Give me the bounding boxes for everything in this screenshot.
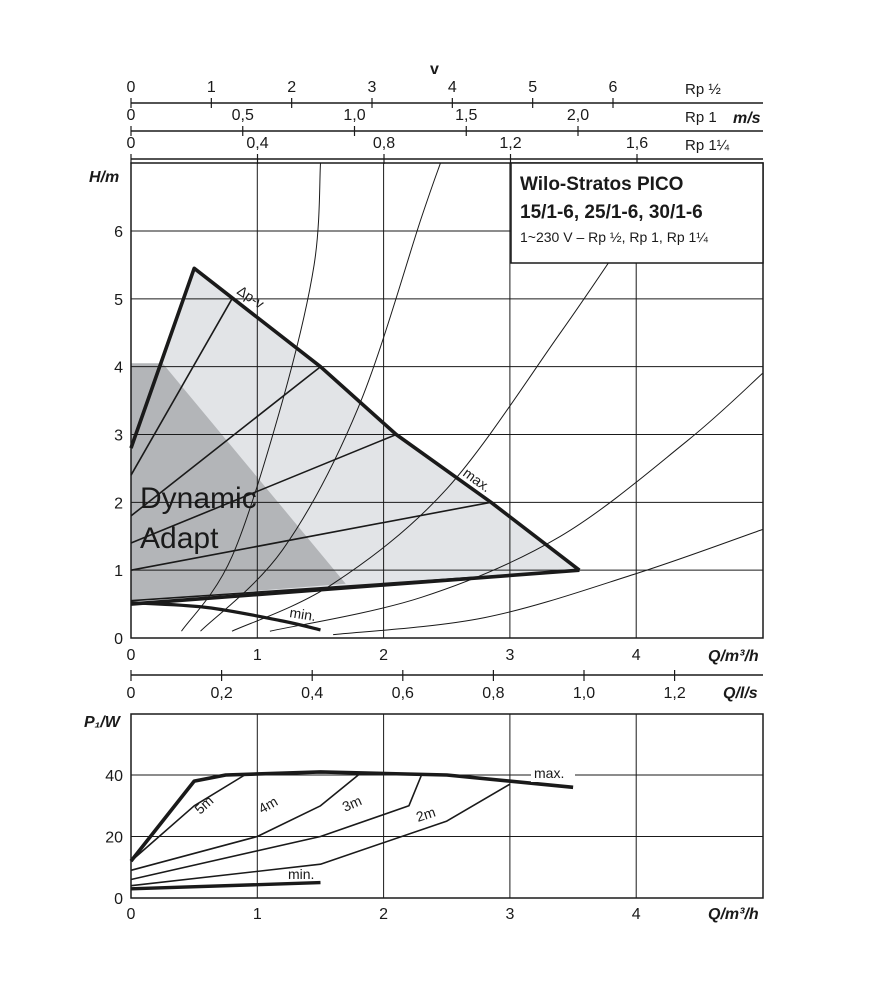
power-y-tick-label: 0 [114, 891, 123, 908]
flow-ls-axis-label: Q/l/s [723, 685, 758, 702]
power-chart-frame [131, 714, 763, 898]
power-series-line [131, 883, 321, 889]
ls-tick-label: 0 [126, 685, 136, 702]
head-x-tick-label: 0 [126, 647, 136, 664]
head-x-tick-label: 3 [505, 647, 515, 664]
head-y-tick-label: 5 [114, 291, 123, 309]
velocity-tick-label: 1,6 [625, 135, 649, 152]
velocity-tick-label: 4 [447, 79, 457, 96]
velocity-tick-label: 3 [367, 79, 377, 96]
head-y-tick-label: 1 [114, 563, 123, 581]
head-chart [89, 163, 763, 665]
chart-title: Wilo-Stratos PICO [520, 174, 684, 195]
head-y-axis-label: H/m [89, 169, 120, 186]
min-curve-label: min. [288, 604, 318, 625]
power-y-tick-label: 40 [105, 768, 123, 785]
ls-tick-label: 0,6 [391, 685, 414, 702]
power-series-line [131, 784, 510, 886]
ls-tick-label: 0,2 [210, 685, 233, 702]
velocity-tick-label: 2,0 [566, 107, 590, 124]
velocity-unit-label: m/s [733, 110, 761, 127]
power-y-tick-label: 20 [105, 829, 123, 847]
velocity-scale [127, 61, 763, 164]
velocity-tick-label: 0,4 [246, 135, 269, 152]
velocity-tick-label: 6 [608, 79, 618, 96]
power-series-label: 4m [255, 793, 281, 817]
velocity-tick-label: 0 [126, 107, 136, 124]
dynamic-adapt-label-line1: Dynamic [140, 482, 257, 515]
power-series-line [131, 775, 358, 870]
velocity-tick-label: 1,0 [343, 107, 366, 124]
power-x-tick-label: 0 [126, 906, 136, 923]
velocity-tick-label: 1,5 [455, 107, 478, 124]
pipe-size-label: Rp 1 [685, 109, 717, 126]
flow-ls-axis [127, 670, 763, 702]
power-series-label: min. [288, 866, 315, 882]
power-series-label: 5m [191, 792, 217, 818]
head-y-tick-label: 0 [114, 631, 123, 648]
head-y-tick-label: 4 [114, 359, 123, 377]
velocity-tick-label: 5 [528, 79, 538, 96]
head-x-tick-label: 1 [252, 647, 262, 664]
velocity-tick-label: 1 [206, 79, 216, 96]
head-y-tick-label: 6 [114, 224, 123, 241]
power-series-label: 3m [339, 792, 364, 815]
head-y-tick-label: 3 [114, 427, 123, 445]
ls-tick-label: 1,2 [663, 685, 686, 702]
head-y-tick-label: 2 [114, 495, 123, 513]
chart-subtitle-voltage: 1~230 V – Rp ½, Rp 1, Rp 1¼ [520, 229, 708, 245]
ls-tick-label: 1,0 [572, 685, 596, 702]
power-x-tick-label: 2 [379, 906, 389, 923]
head-x-tick-label: 2 [379, 647, 389, 664]
power-y-axis-label: P₁/W [84, 714, 120, 731]
power-chart [84, 714, 763, 923]
dynamic-adapt-label-line2: Adapt [140, 522, 219, 555]
power-x-axis-label: Q/m³/h [708, 906, 759, 923]
power-x-tick-label: 4 [631, 906, 641, 923]
velocity-tick-label: 1,2 [499, 135, 522, 152]
power-series-label: max. [534, 765, 565, 781]
velocity-tick-label: 2 [287, 79, 297, 96]
velocity-tick-label: 0,8 [372, 135, 396, 152]
chart-subtitle: 15/1-6, 25/1-6, 30/1-6 [520, 202, 703, 223]
power-x-tick-label: 1 [252, 906, 262, 923]
max-curve-label: max. [460, 464, 495, 496]
power-series-label: 2m [413, 803, 438, 825]
power-x-tick-label: 3 [505, 906, 515, 923]
pipe-size-label: Rp 1¼ [685, 137, 730, 154]
velocity-tick-label: 0 [126, 135, 136, 152]
ls-tick-label: 0,4 [301, 685, 324, 702]
ls-tick-label: 0,8 [482, 685, 505, 702]
pipe-size-label: Rp ½ [685, 81, 721, 98]
delta-p-v-label: Δp-v [234, 282, 268, 312]
head-x-tick-label: 4 [631, 647, 641, 664]
velocity-tick-label: 0,5 [231, 107, 254, 124]
velocity-axis-label: v [430, 61, 439, 78]
head-x-axis-label: Q/m³/h [708, 648, 759, 665]
velocity-tick-label: 0 [126, 79, 136, 96]
